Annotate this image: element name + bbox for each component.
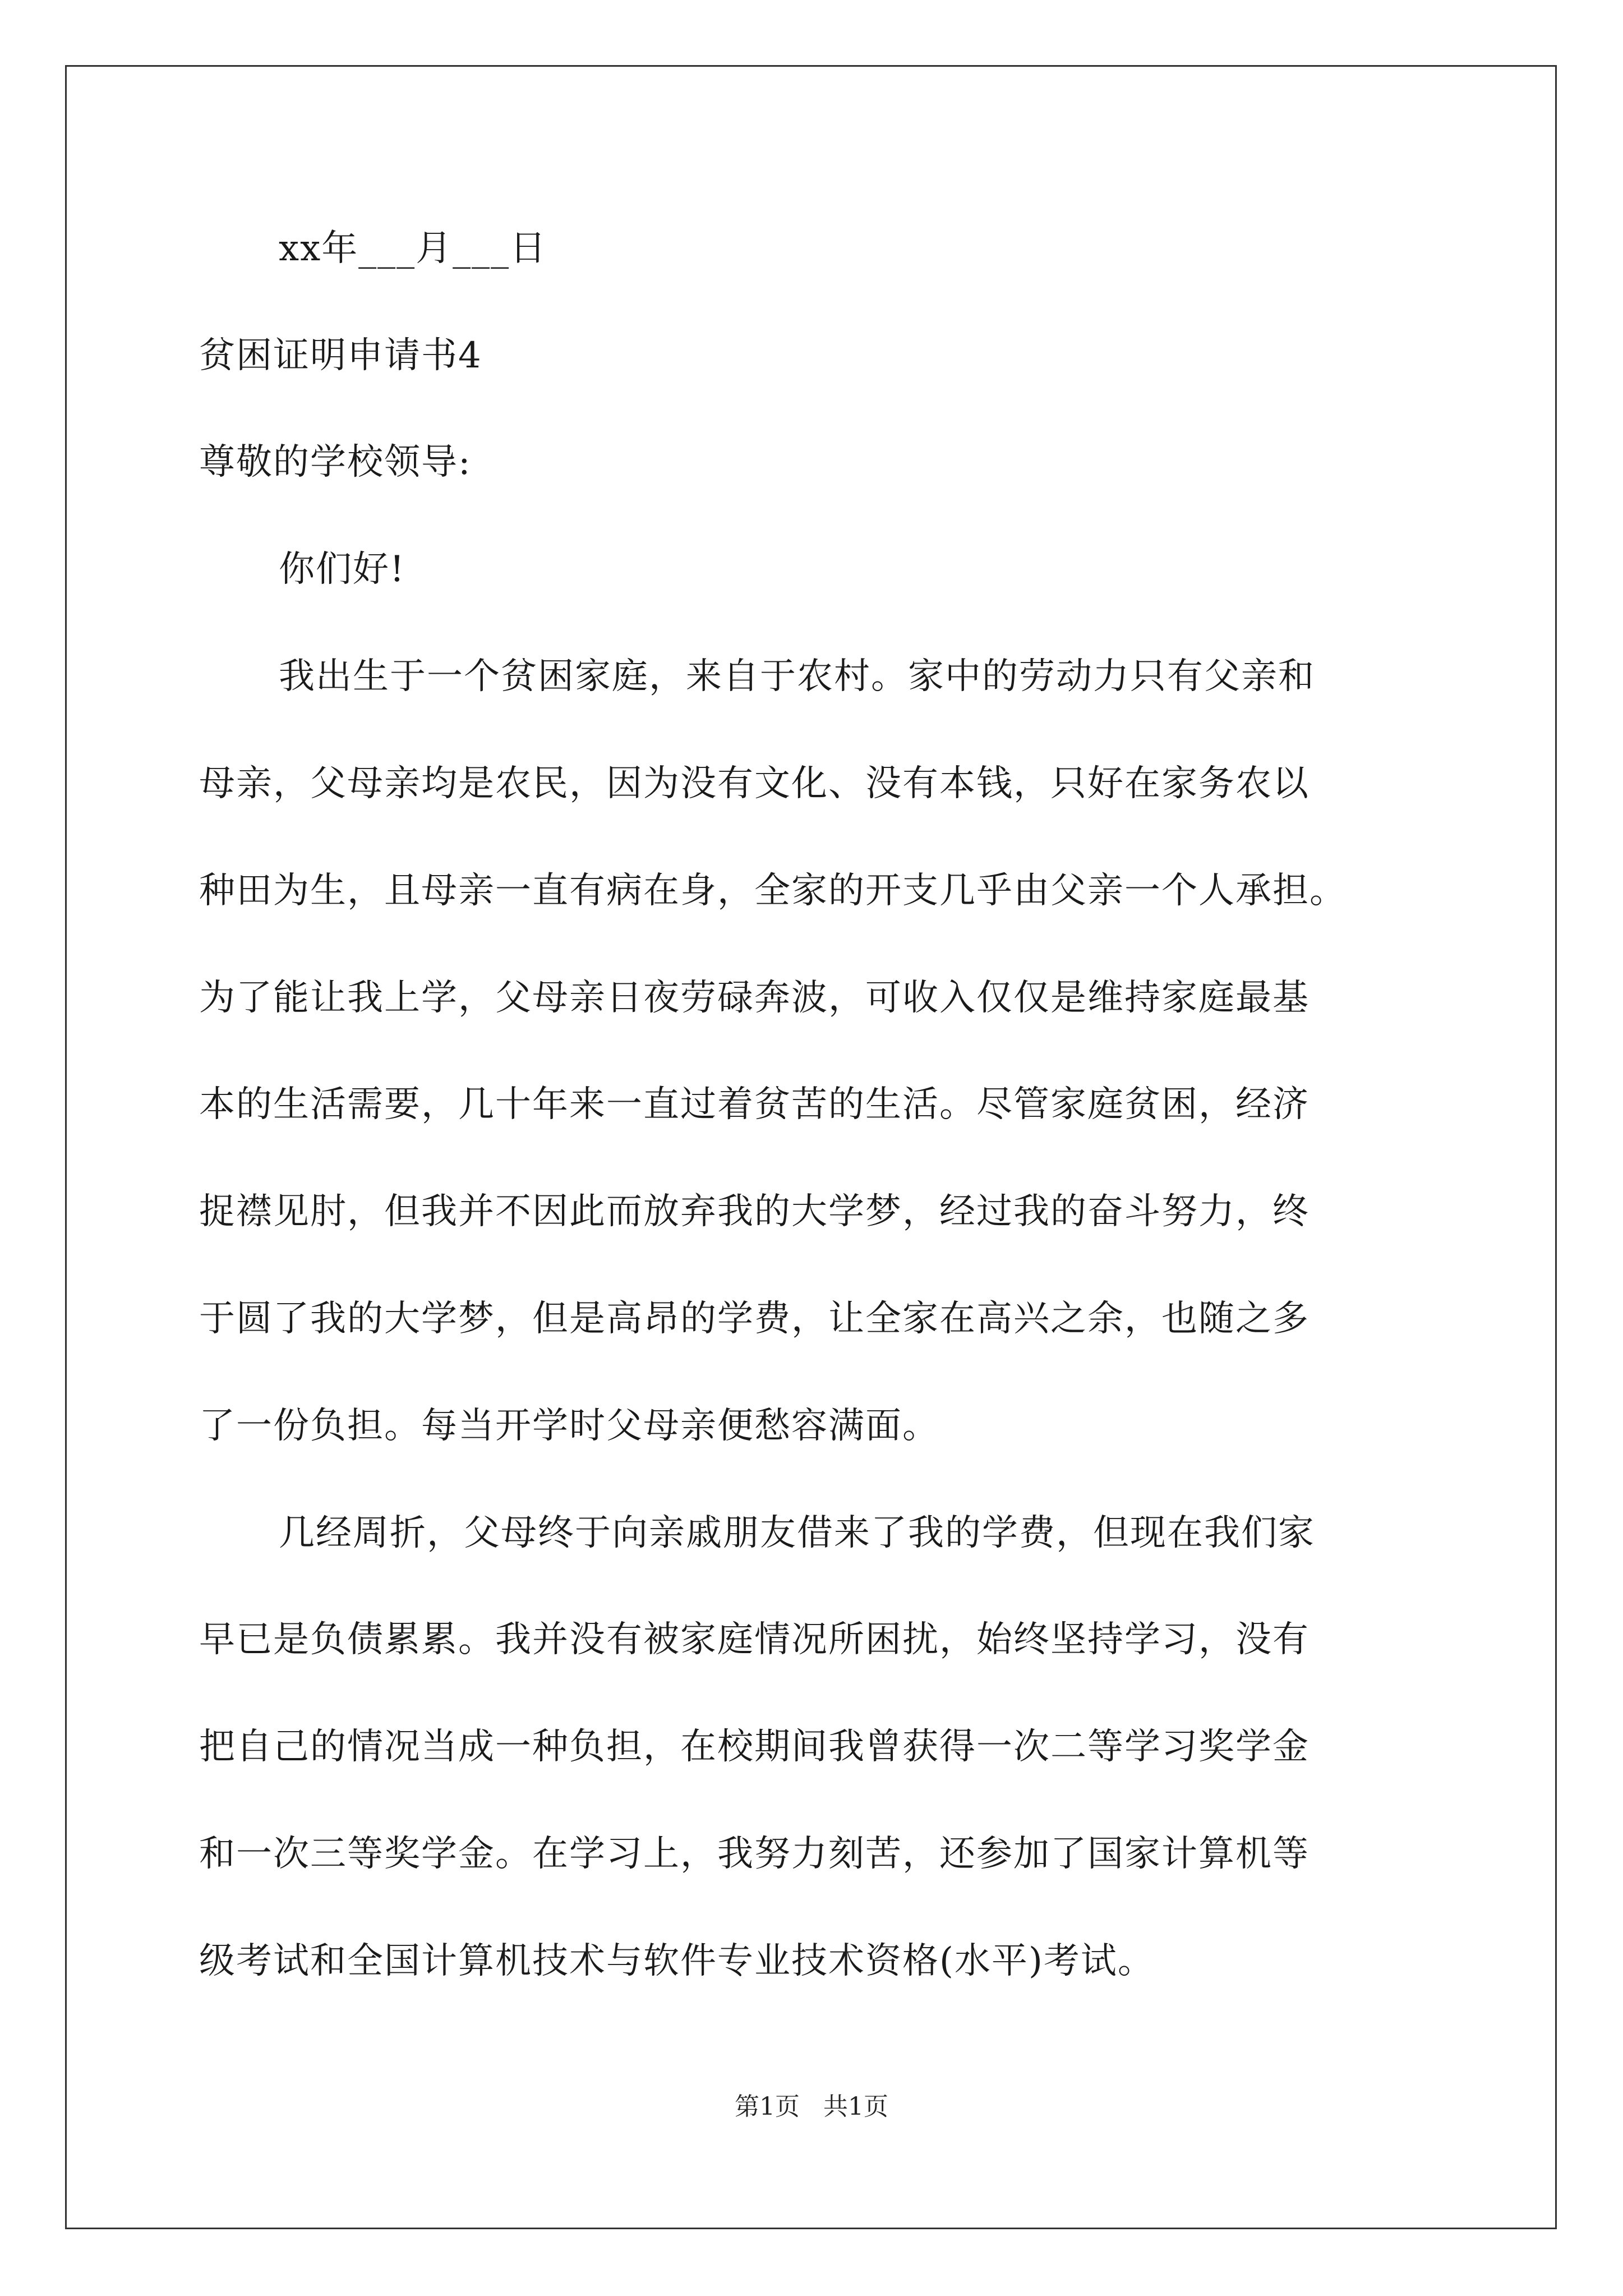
paragraph-2-line: 早已是负债累累。我并没有被家庭情况所困扰，始终坚持学习，没有 <box>199 1619 1310 1660</box>
paragraph-1-line: 于圆了我的大学梦，但是高昂的学费，让全家在高兴之余，也随之多 <box>199 1298 1310 1340</box>
paragraph-1-line: 为了能让我上学，父母亲日夜劳碌奔波，可收入仅仅是维持家庭最基 <box>199 977 1310 1019</box>
paragraph-1-line: 了一份负担。每当开学时父母亲便愁容满面。 <box>199 1405 939 1447</box>
page-number-footer: 第1页 共1页 <box>735 2092 888 2121</box>
paragraph-2-line: 把自己的情况当成一种负担，在校期间我曾获得一次二等学习奖学金 <box>199 1726 1310 1768</box>
document-title: 贫困证明申请书4 <box>199 335 482 376</box>
greeting: 你们好! <box>279 549 405 590</box>
paragraph-1-line: 种田为生，且母亲一直有病在身，全家的开支几乎由父亲一个人承担。 <box>199 870 1347 912</box>
salutation: 尊敬的学校领导: <box>199 441 472 483</box>
paragraph-1-line: 母亲，父母亲均是农民，因为没有文化、没有本钱，只好在家务农以 <box>199 763 1310 804</box>
paragraph-2-line: 级考试和全国计算机技术与软件专业技术资格(水平)考试。 <box>199 1940 1155 1982</box>
paragraph-1-line: 捉襟见肘，但我并不因此而放弃我的大学梦，经过我的奋斗努力，终 <box>199 1191 1310 1232</box>
paragraph-1-line: 本的生活需要，几十年来一直过着贫苦的生活。尽管家庭贫困，经济 <box>199 1084 1310 1125</box>
paragraph-1-line: 我出生于一个贫困家庭，来自于农村。家中的劳动力只有父亲和 <box>279 656 1315 697</box>
paragraph-2-line: 和一次三等奖学金。在学习上，我努力刻苦，还参加了国家计算机等 <box>199 1833 1310 1875</box>
paragraph-2-line: 几经周折，父母终于向亲戚朋友借来了我的学费，但现在我们家 <box>279 1512 1315 1554</box>
page-border <box>65 65 1557 2229</box>
date-line: xx年___月___日 <box>279 228 547 269</box>
